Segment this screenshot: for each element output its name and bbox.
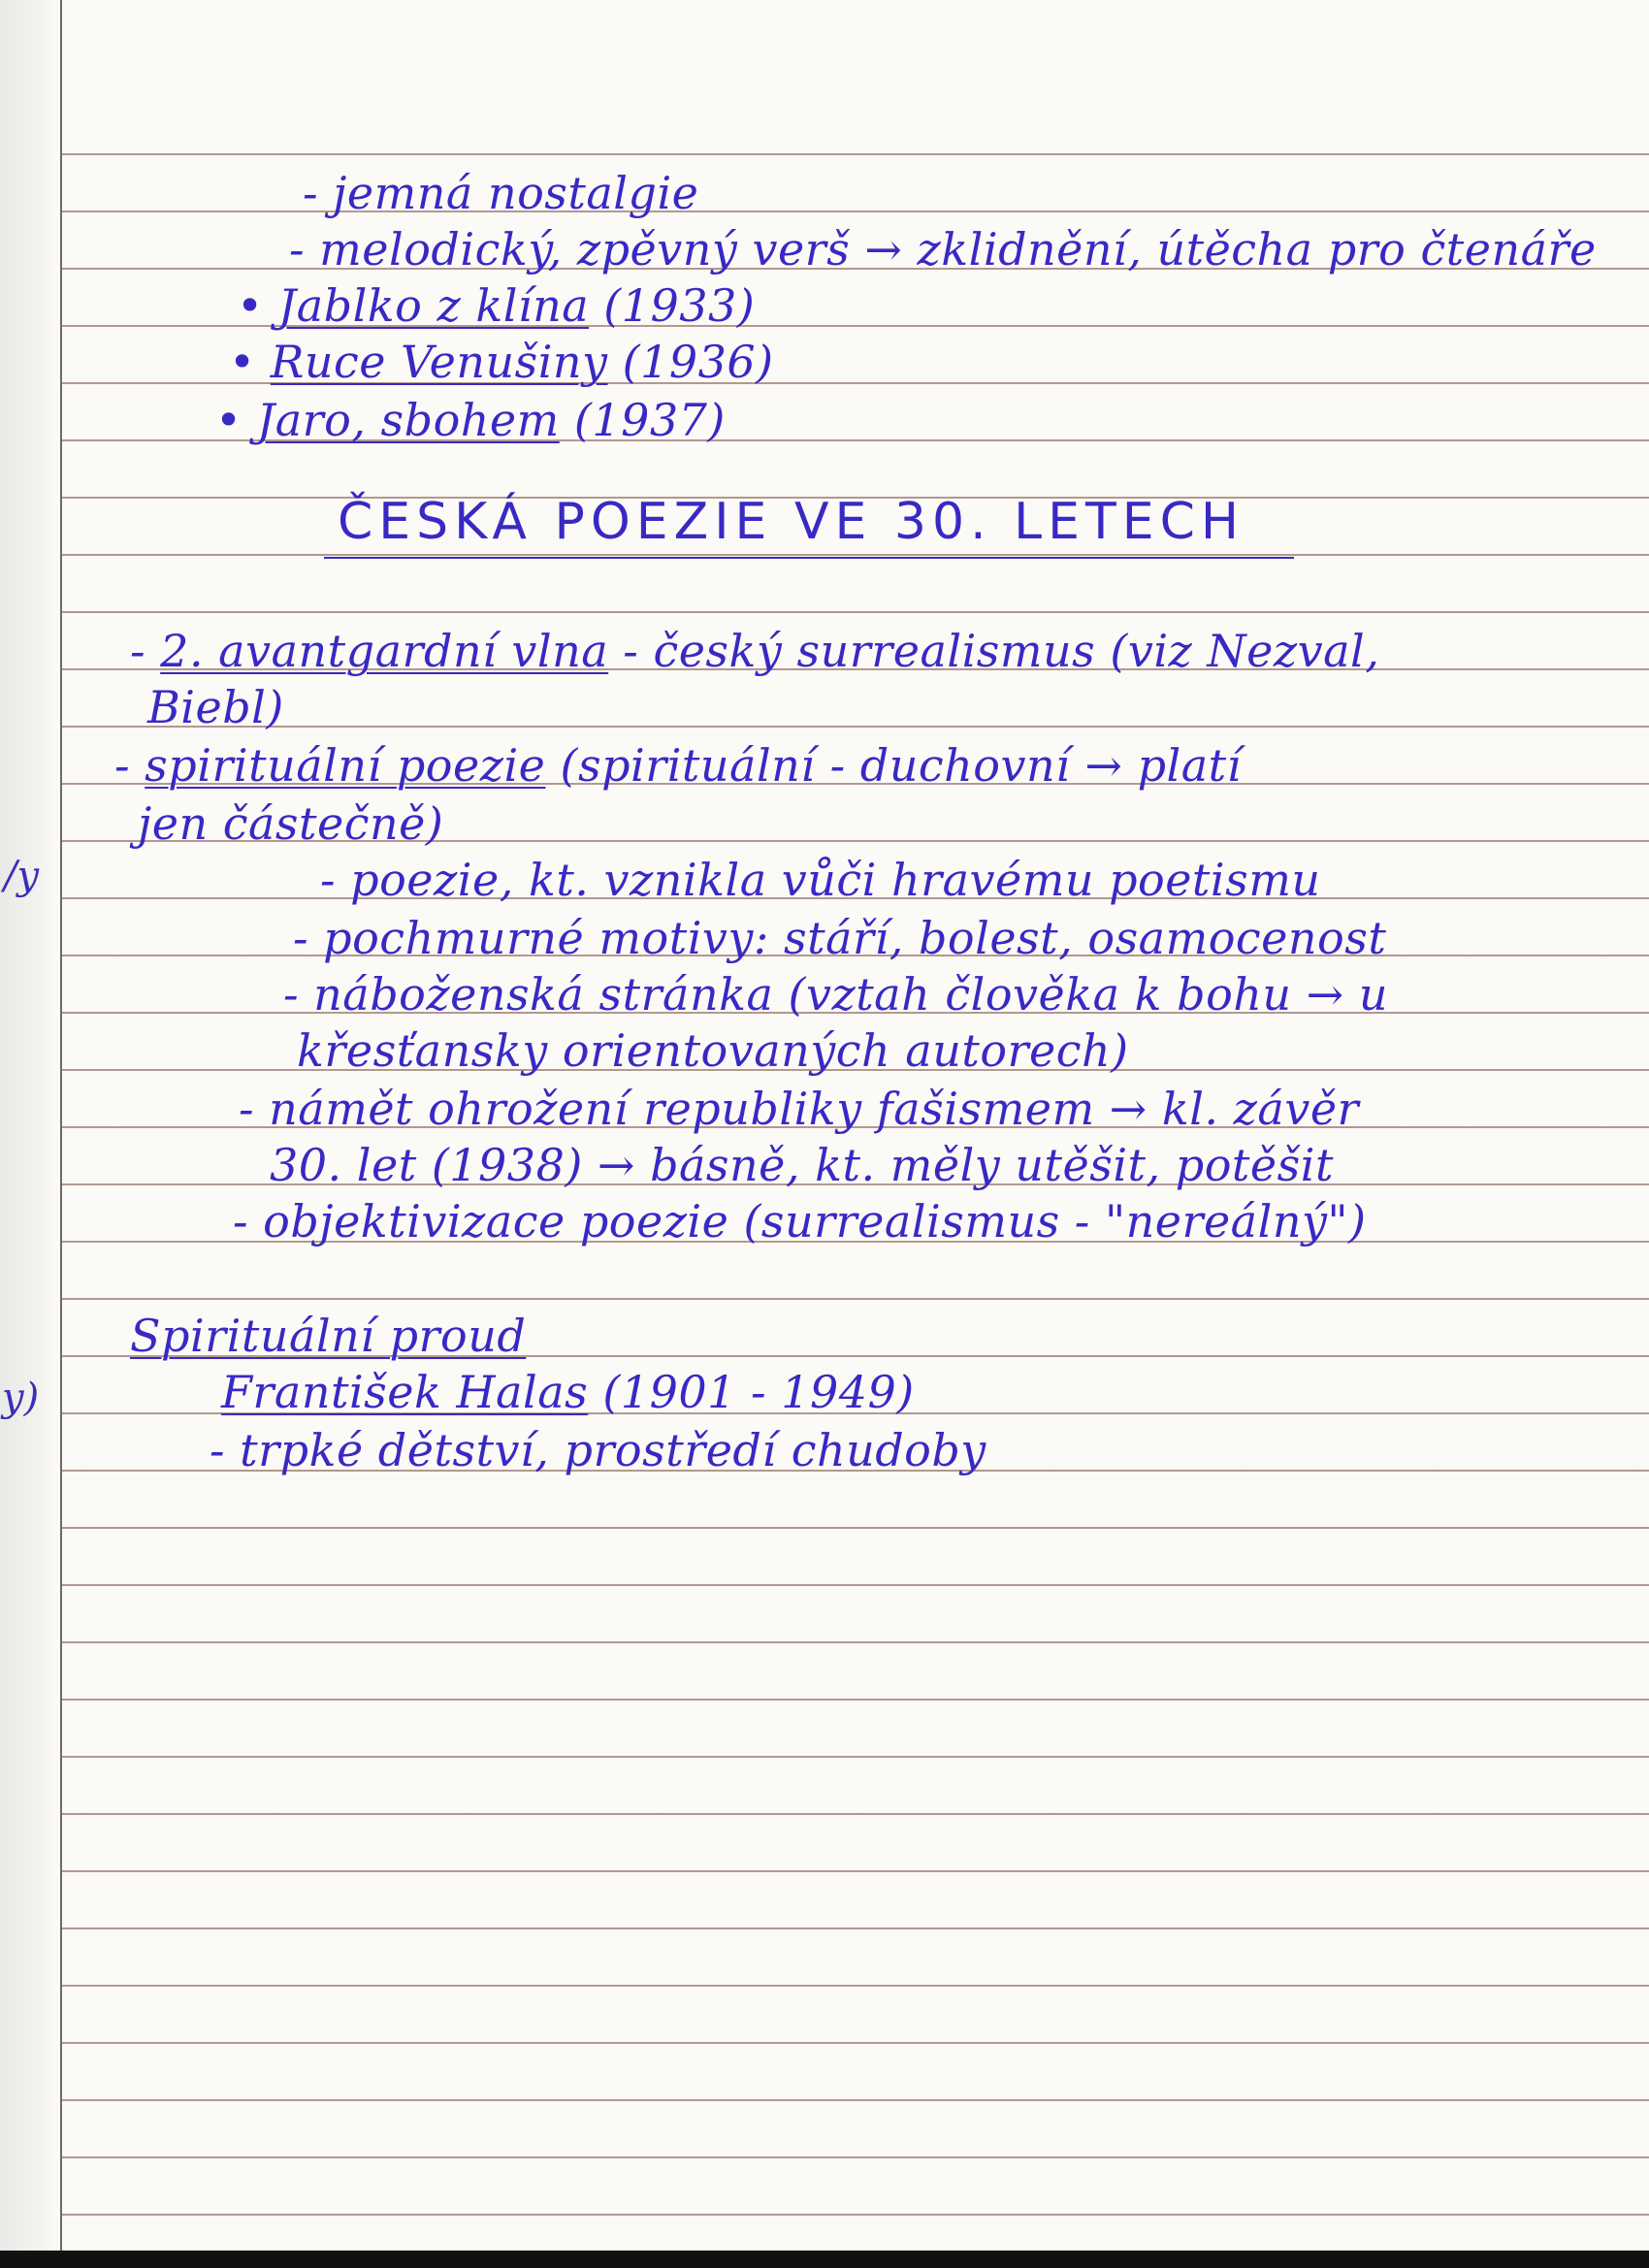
work-year: (1936) [607, 336, 774, 388]
note-line: - trpké dětství, prostředí chudoby [210, 1424, 986, 1476]
page-top-margin [0, 0, 1649, 146]
subsection-heading: Spirituální proud [130, 1310, 527, 1362]
work-title: Jablko z klína [277, 279, 590, 332]
term: 2. avantgardní vlna [160, 625, 609, 677]
bullet-icon: • [215, 394, 242, 446]
note-line: - náboženská stránka (vztah člověka k bohu → u [283, 968, 1388, 1021]
note-line: - poezie, kt. vznikla vůči hravému poetismu [320, 854, 1321, 906]
work-title: Ruce Venušiny [270, 336, 608, 388]
note-line: - melodický, zpěvný verš → zklidnění, útěcha pro čtenáře [289, 223, 1597, 275]
left-margin-strip [0, 0, 62, 2251]
work-title: Jaro, sbohem [256, 394, 560, 446]
term: spirituální poezie [145, 739, 546, 792]
author-name: František Halas [221, 1366, 589, 1418]
note-line: - spirituální poezie (spirituální - duchovní → platí [114, 739, 1242, 792]
note-line: - jemná nostalgie [303, 167, 699, 219]
work-year: (1933) [589, 279, 756, 332]
note-line: - pochmurné motivy: stáří, bolest, osamocenost [293, 912, 1387, 964]
note-line: - 2. avantgardní vlna - český surrealismus (viz Nezval, [130, 625, 1380, 677]
note-line: 30. let (1938) → básně, kt. měly utěšit, potěšit [270, 1139, 1334, 1191]
note-line: křesťansky orientovaných autorech) [297, 1024, 1129, 1077]
heading-underline [324, 557, 1294, 559]
bullet-icon: • [237, 279, 264, 332]
bullet-icon: • [229, 336, 256, 388]
bullet-line [215, 394, 726, 446]
note-line: - námět ohrožení republiky fašismem → kl. závěr [239, 1083, 1360, 1135]
bullet-line [237, 279, 756, 332]
work-year: (1937) [559, 394, 726, 446]
author-line [221, 1366, 915, 1418]
author-years: (1901 - 1949) [588, 1366, 915, 1418]
margin-mark: y) [2, 1376, 40, 1420]
note-line: - objektivizace poezie (surrealismus - "nereálný") [233, 1195, 1367, 1247]
bullet-line [229, 336, 774, 388]
note-line: jen částečně) [138, 797, 444, 850]
note-line: Biebl) [147, 681, 284, 733]
scan-bottom-edge [0, 2251, 1649, 2268]
section-heading: ČESKÁ POEZIE VE 30. LETECH [338, 493, 1245, 551]
margin-mark: /y [4, 854, 40, 898]
